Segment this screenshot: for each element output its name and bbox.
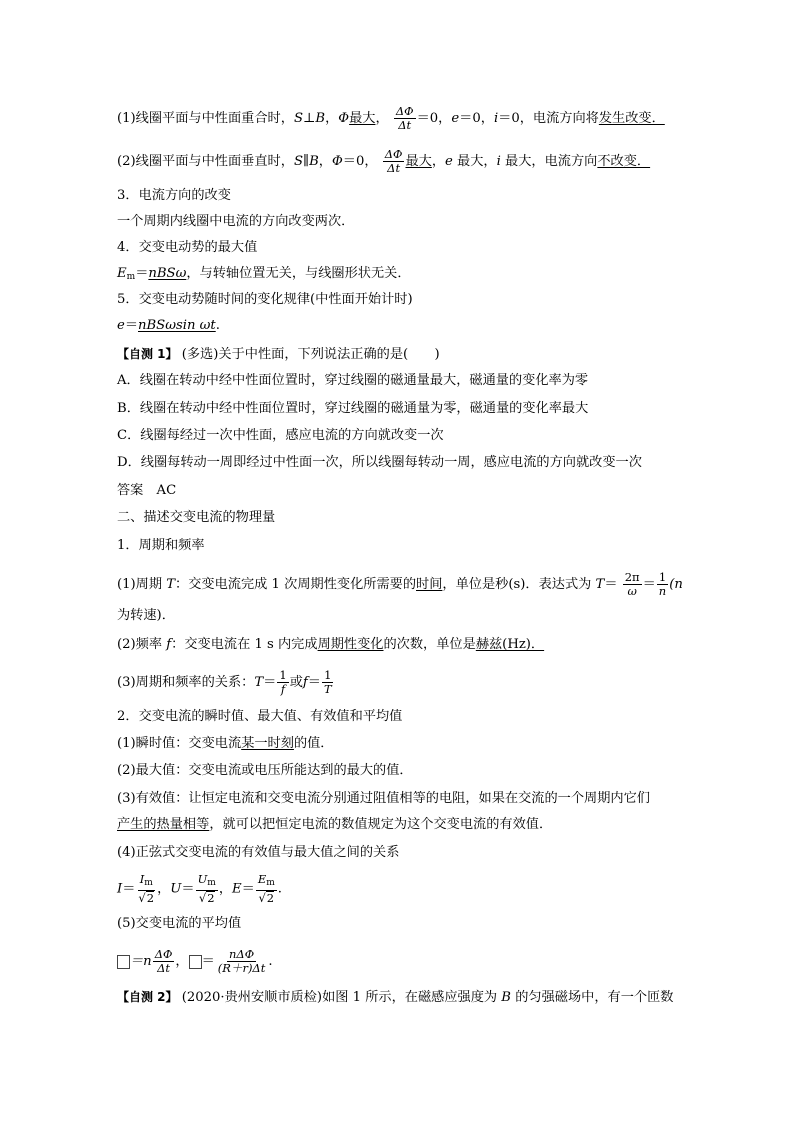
symbol-e: e xyxy=(445,154,453,169)
text: 最大，电流方向 xyxy=(500,154,598,169)
denominator: Δt xyxy=(387,161,401,175)
fraction-dphi-dt xyxy=(153,948,175,975)
self-test-1-question xyxy=(117,344,440,365)
symbol-t: T xyxy=(166,577,176,592)
fraction-average-current xyxy=(216,948,268,975)
symbol-phi: Φ xyxy=(331,154,343,169)
text: (1)周期 xyxy=(117,577,167,592)
text: ＝ xyxy=(124,318,138,333)
fraction-1-n xyxy=(657,571,668,598)
underlined-answer: nBSω xyxy=(138,318,176,333)
underlined-answer: 不改变． xyxy=(597,154,651,169)
symbol-i: I xyxy=(117,881,123,897)
text: 的次数，单位是 xyxy=(383,637,476,652)
heading-current-direction: 3．电流方向的改变 xyxy=(117,188,231,203)
sqrt-radicand: 2 xyxy=(207,891,215,905)
numerator: 2π xyxy=(624,570,640,584)
text: . xyxy=(277,881,282,897)
text: ＝n xyxy=(130,954,152,969)
formula-effective-values xyxy=(117,873,282,905)
text: ， xyxy=(375,111,389,126)
text: ＝0， xyxy=(416,111,452,126)
numerator: nΔΦ xyxy=(229,947,255,961)
fraction-dphi-dt xyxy=(383,148,405,175)
effective-value: (3)有效值：让恒定电流和交变电流分别通过阻值相等的电阻，如果在交流的一个周期内它们 xyxy=(117,791,650,806)
symbol-u: U xyxy=(170,881,182,897)
option-c: C．线圈每经过一次中性面，感应电流的方向就改变一次 xyxy=(117,428,444,443)
period-definition xyxy=(117,571,683,598)
text: (2020·贵州安顺市质检)如图 1 所示，在磁感应强度为 xyxy=(177,990,502,1005)
text: ， xyxy=(157,881,171,897)
text: ＝ xyxy=(181,881,195,897)
self-test-tag: 【自测 1】 xyxy=(117,347,178,361)
denominator: Δt xyxy=(157,961,171,975)
text: ＝ xyxy=(122,881,136,897)
average-i-symbol xyxy=(189,955,202,969)
symbol-f: f xyxy=(166,637,172,652)
underlined-answer: 最大 xyxy=(349,111,376,126)
text: . xyxy=(268,954,273,969)
denominator: ω xyxy=(627,584,637,598)
symbol-e: e xyxy=(117,318,125,333)
self-test-tag: 【自测 2】 xyxy=(117,990,178,1004)
formula-average xyxy=(117,948,273,975)
average-e-symbol xyxy=(117,955,130,969)
text: ：交变电流完成 1 次周期性变化所需要的 xyxy=(175,577,417,592)
fraction-1-t xyxy=(322,669,334,696)
symbol-e: e xyxy=(451,111,460,126)
symbol-e: E xyxy=(117,266,127,281)
numerator: ΔΦ xyxy=(154,947,173,961)
heading-sine-relation: (4)正弦式交变电流的有效值与最大值之间的关系 xyxy=(117,845,400,860)
denominator: f xyxy=(280,682,286,696)
text: (1)瞬时值：交变电流 xyxy=(117,736,242,751)
text: 最大， xyxy=(452,154,497,169)
text: ，就可以把恒定电流的数值规定为这个交变电流的有效值． xyxy=(209,817,553,832)
paragraph: 一个周期内线圈中电流的方向改变两次． xyxy=(117,214,355,229)
symbol-s: S xyxy=(293,154,303,169)
fraction-2pi-omega xyxy=(623,571,642,598)
text: 的匀强磁场中，有一个匝数 xyxy=(511,990,674,1005)
perp-symbol: ⊥ xyxy=(302,111,316,126)
symbol-b: B xyxy=(315,111,326,126)
frequency-definition xyxy=(117,635,544,655)
symbol-e: E xyxy=(232,881,242,897)
symbol-t: T xyxy=(254,675,264,690)
symbol-i: i xyxy=(496,154,501,169)
text: ＝ xyxy=(263,675,277,690)
text: . xyxy=(215,318,220,333)
text: ＝0，电流方向将 xyxy=(498,111,599,126)
option-a: A．线圈在转动中经中性面位置时，穿过线圈的磁通量最大，磁通量的变化率为零 xyxy=(117,373,589,388)
underlined-answer: 赫兹(Hz)． xyxy=(475,637,545,652)
fraction-dphi-dt xyxy=(394,105,416,132)
line-neutral-plane-coincide xyxy=(117,105,665,132)
text: ＝ xyxy=(241,881,255,897)
underlined-answer: 发生改变． xyxy=(598,111,665,126)
symbol-b: B xyxy=(501,990,511,1005)
underlined-answer: 某一时刻 xyxy=(241,736,294,751)
subscript: m xyxy=(207,878,216,888)
fraction-im-sqrt2: $\frac{I_m}{√2}$ xyxy=(138,872,155,905)
underlined-answer: nBSω xyxy=(148,266,187,281)
numerator: 1 xyxy=(279,668,287,682)
fraction-um-sqrt2: $\frac{U_m}{√2}$ xyxy=(197,872,216,905)
self-test-2-question xyxy=(117,987,673,1008)
text: 或 xyxy=(289,675,303,690)
underlined-answer: 最大 xyxy=(405,154,432,169)
text: ＝ xyxy=(201,954,215,969)
fraction-1-f xyxy=(277,669,288,696)
numerator: ΔΦ xyxy=(395,104,414,118)
text: ，单位是秒(s)．表达式为 xyxy=(442,577,596,592)
section-heading: 二、描述交变电流的物理量 xyxy=(117,510,276,525)
text: (3)周期和频率的关系： xyxy=(117,675,255,690)
numerator: ΔΦ xyxy=(384,147,403,161)
symbol-b: B xyxy=(309,154,319,169)
option-d: D．线圈每转动一周即经过中性面一次，所以线圈每转动一周，感应电流的方向就改变一次 xyxy=(117,455,642,470)
text: (1)线圈平面与中性面重合时， xyxy=(117,111,294,126)
underlined-answer: 周期性变化 xyxy=(317,637,384,652)
symbol-s: S xyxy=(293,111,303,126)
subscript: m xyxy=(144,878,153,888)
line-neutral-plane-perpendicular xyxy=(117,148,650,175)
text: ＝0， xyxy=(342,154,378,169)
text: (2)线圈平面与中性面垂直时， xyxy=(117,154,294,169)
underlined-answer: 产生的热量相等 xyxy=(117,817,210,832)
subscript: m xyxy=(126,272,136,282)
denominator: T xyxy=(323,682,332,696)
instantaneous-value xyxy=(117,734,334,754)
sqrt-radicand: 2 xyxy=(146,891,155,905)
numerator: U xyxy=(197,872,208,886)
formula-em xyxy=(117,264,411,287)
maximum-value: (2)最大值：交变电流或电压所能达到的最大的值． xyxy=(117,763,413,778)
effective-value-cont xyxy=(117,815,552,835)
text: ＝ xyxy=(604,577,618,592)
symbol-i: i xyxy=(493,111,499,126)
text: ＝ xyxy=(135,266,149,281)
denominator: n xyxy=(658,584,667,598)
subscript: m xyxy=(266,878,275,888)
heading-values: 2．交变电流的瞬时值、最大值、有效值和平均值 xyxy=(117,709,403,724)
text: 的值． xyxy=(293,736,334,751)
underlined-answer: sin ωt xyxy=(175,318,216,333)
numerator: I xyxy=(139,872,145,886)
period-frequency-relation xyxy=(117,669,335,696)
text: ， xyxy=(431,154,446,169)
text: (2)频率 xyxy=(117,637,167,652)
symbol-t: T xyxy=(595,577,605,592)
parallel-symbol: ∥ xyxy=(302,154,310,169)
fraction-em-sqrt2: $\frac{E_m}{√2}$ xyxy=(257,872,275,905)
text: (多选)关于中性面，下列说法正确的是( ) xyxy=(177,347,440,362)
heading-emf-time: 5．交变电动势随时间的变化规律(中性面开始计时) xyxy=(117,292,413,307)
numerator: 1 xyxy=(658,570,667,584)
symbol-phi: Φ xyxy=(338,111,350,126)
denominator: Δt xyxy=(398,118,412,132)
denominator: (R＋r)Δt xyxy=(217,961,266,975)
numerator: E xyxy=(257,872,267,886)
heading-max-emf: 4．交变电动势的最大值 xyxy=(117,240,258,255)
text: ， xyxy=(218,881,232,897)
text: ＝ xyxy=(642,577,656,592)
text: ：交变电流在 1 s 内完成 xyxy=(171,637,318,652)
text: ， xyxy=(325,111,339,126)
formula-e xyxy=(117,316,220,336)
text: ，与转轴位置无关，与线圈形状无关． xyxy=(186,266,411,281)
heading-period-frequency: 1．周期和频率 xyxy=(117,538,205,553)
text: ＝ xyxy=(307,675,321,690)
underlined-answer: 时间 xyxy=(416,577,443,592)
heading-average-value: (5)交变电流的平均值 xyxy=(117,916,242,931)
option-b: B．线圈在转动中经中性面位置时，穿过线圈的磁通量为零，磁通量的变化率最大 xyxy=(117,401,589,416)
text: ， xyxy=(175,954,189,969)
text: (n xyxy=(669,577,683,592)
answer: 答案 AC xyxy=(117,483,177,498)
symbol-f: f xyxy=(302,675,308,690)
text: ＝0， xyxy=(459,111,494,126)
numerator: 1 xyxy=(324,668,332,682)
period-definition-cont: 为转速)． xyxy=(117,608,175,623)
text: ， xyxy=(318,154,332,169)
sqrt-radicand: 2 xyxy=(266,891,275,905)
